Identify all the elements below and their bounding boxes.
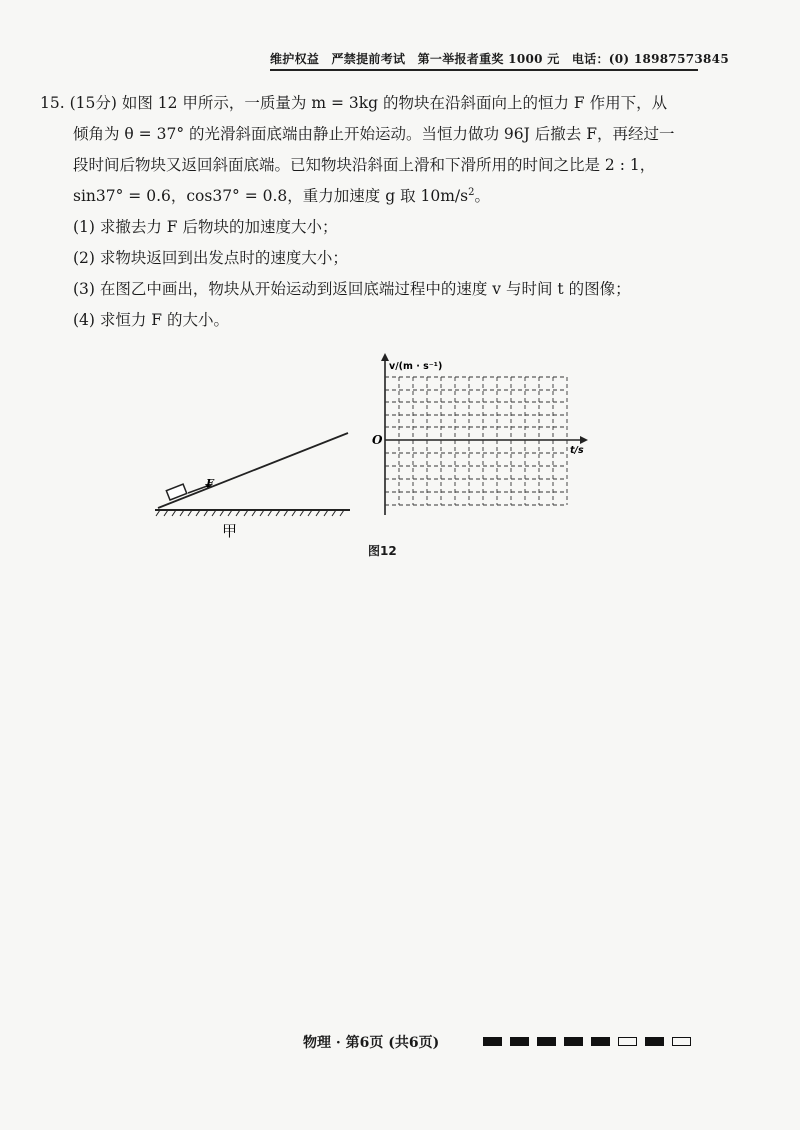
figure-12 bbox=[150, 350, 610, 570]
question-1: (1) 求撤去力 F 后物块的加速度大小； bbox=[73, 218, 338, 236]
question-4: (4) 求恒力 F 的大小。 bbox=[73, 311, 229, 329]
scan-mark bbox=[510, 1037, 529, 1046]
scan-mark bbox=[537, 1037, 556, 1046]
vt-graph bbox=[372, 353, 588, 515]
incline-caption: 甲 bbox=[222, 522, 238, 540]
scan-mark-open bbox=[618, 1037, 637, 1046]
grid-lines bbox=[385, 377, 567, 505]
t-axis-label: t/s bbox=[570, 445, 584, 456]
page-header: 维护权益 严禁提前考试 第一举报者重奖 1000 元 电话：(0) 18987573845 bbox=[270, 50, 698, 71]
question-2: (2) 求物块返回到出发点时的速度大小； bbox=[73, 249, 348, 267]
problem-line-4: sin37° = 0.6，cos37° = 0.8，重力加速度 g 取 $10m/s^2$。 bbox=[73, 186, 490, 205]
v-axis-label: v/(m · s⁻¹) bbox=[389, 361, 443, 372]
v-axis-arrowhead bbox=[381, 353, 389, 361]
problem-line-2: 倾角为 θ = 37° 的光滑斜面底端由静止开始运动。当恒力做功 96J 后撤去 F，再经过一 bbox=[73, 125, 675, 143]
problem-15 bbox=[40, 88, 730, 336]
scan-marks bbox=[483, 1037, 691, 1046]
page-footer: 物理 · 第6页 (共6页) bbox=[303, 1035, 440, 1051]
figure-caption: 图12 bbox=[368, 544, 397, 558]
scan-mark bbox=[645, 1037, 664, 1046]
incline-diagram bbox=[155, 433, 350, 540]
scan-mark bbox=[483, 1037, 502, 1046]
problem-line-3: 段时间后物块又返回斜面底端。已知物块沿斜面上滑和下滑所用的时间之比是 2 : 1， bbox=[73, 156, 656, 174]
scan-mark bbox=[564, 1037, 583, 1046]
scan-mark-open bbox=[672, 1037, 691, 1046]
scan-mark bbox=[591, 1037, 610, 1046]
problem-line-1: 15. (15分) 如图 12 甲所示，一质量为 m = 3kg 的物块在沿斜面向上的恒力 F 作用下，从 bbox=[40, 94, 668, 112]
question-3: (3) 在图乙中画出，物块从开始运动到返回底端过程中的速度 v 与时间 t 的图像； bbox=[73, 280, 631, 298]
incline-surface bbox=[158, 433, 348, 508]
origin-label: O bbox=[372, 433, 383, 447]
force-label: F bbox=[206, 477, 214, 490]
t-axis-arrowhead bbox=[580, 436, 588, 444]
